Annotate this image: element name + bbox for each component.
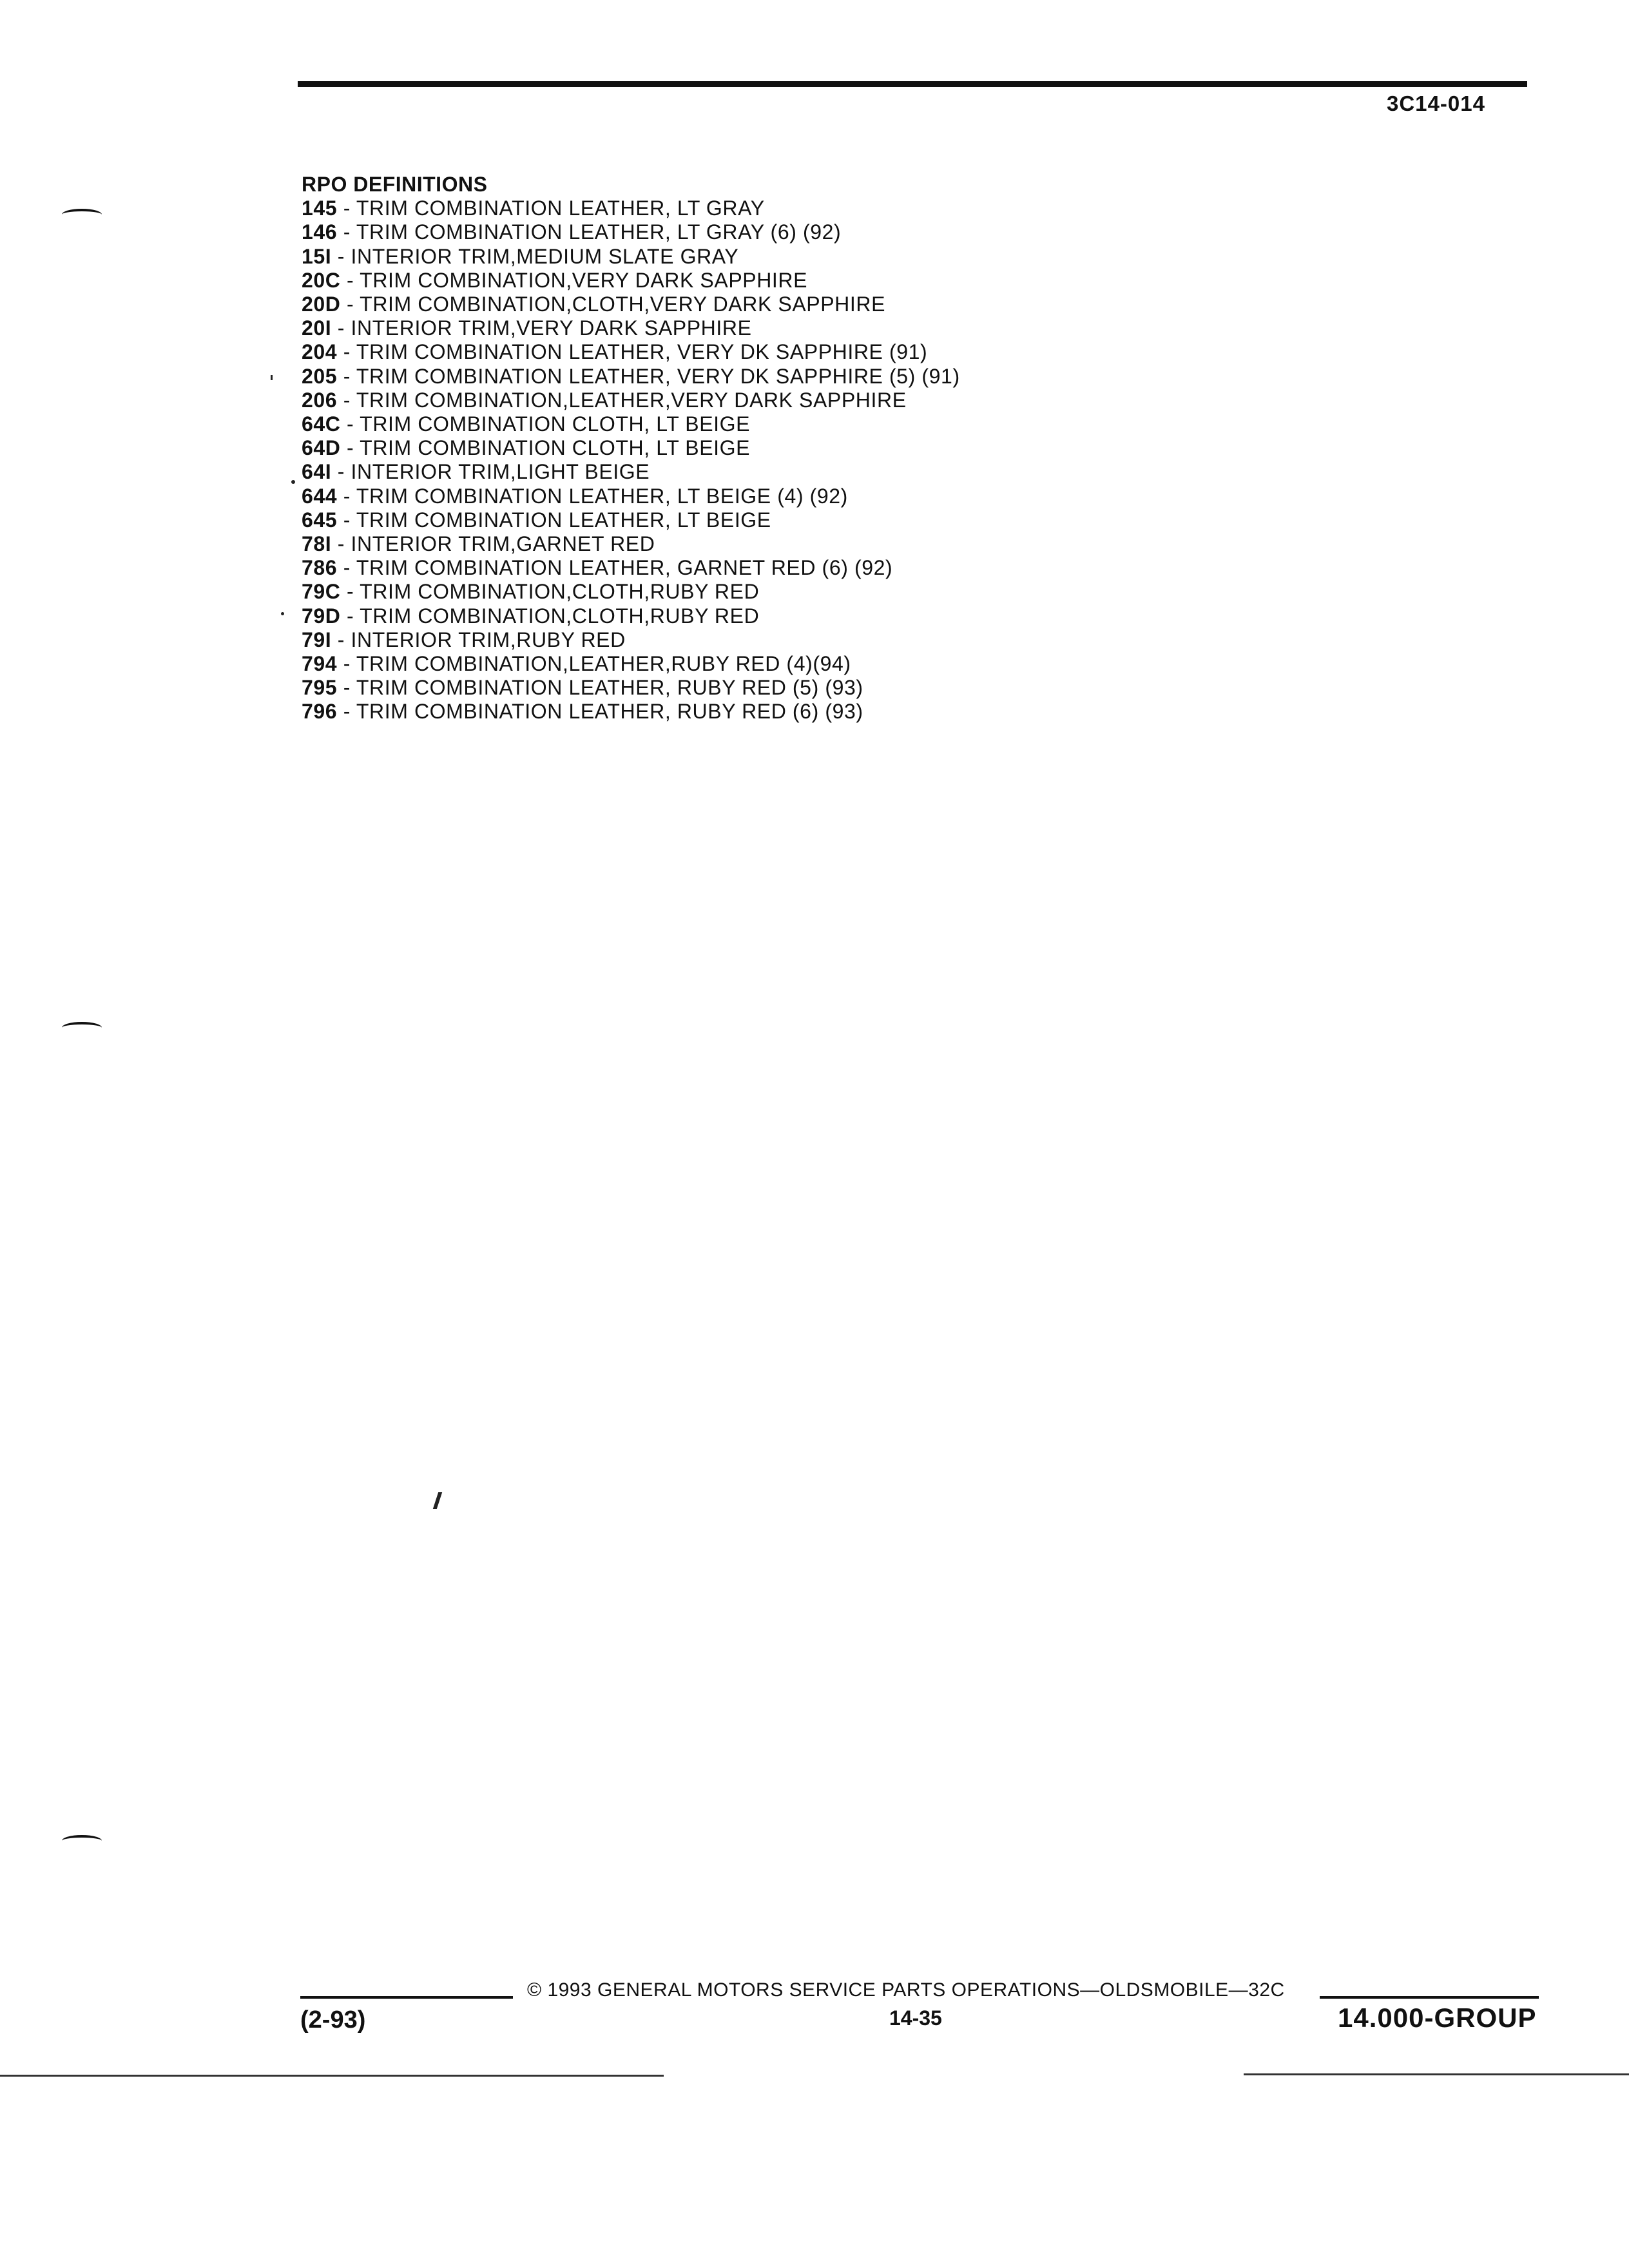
rpo-description: - TRIM COMBINATION LEATHER, GARNET RED (6) (92) <box>337 556 893 580</box>
rpo-code: 20I <box>302 316 332 340</box>
bottom-rule <box>0 2075 664 2077</box>
scan-speck <box>271 375 273 380</box>
rpo-description: - TRIM COMBINATION,LEATHER,VERY DARK SAPPHIRE <box>337 388 907 412</box>
footer-rule-left <box>300 1996 513 1999</box>
rpo-description: - TRIM COMBINATION LEATHER, VERY DK SAPPHIRE (5) (91) <box>337 364 960 388</box>
rpo-code: 64D <box>302 436 341 460</box>
definition-item <box>302 556 960 580</box>
rpo-description: - INTERIOR TRIM,GARNET RED <box>331 532 655 556</box>
punch-hole-mark <box>62 209 102 220</box>
definition-item <box>302 340 960 364</box>
rpo-description: - TRIM COMBINATION,VERY DARK SAPPHIRE <box>340 268 808 292</box>
rpo-code: 795 <box>302 676 338 700</box>
rpo-description: - TRIM COMBINATION LEATHER, VERY DK SAPPHIRE (91) <box>337 340 928 364</box>
rpo-code: 15I <box>302 244 332 268</box>
punch-hole-mark <box>62 1022 102 1033</box>
group-number: 14.000-GROUP <box>1338 2003 1537 2033</box>
rpo-description: - TRIM COMBINATION LEATHER, LT GRAY <box>337 197 765 220</box>
definition-item <box>302 628 960 652</box>
rpo-code: 206 <box>302 388 338 412</box>
rpo-code: 786 <box>302 556 338 580</box>
punch-hole-mark <box>62 1835 102 1847</box>
rpo-description: - INTERIOR TRIM,LIGHT BEIGE <box>331 460 650 484</box>
scan-speck <box>281 612 284 615</box>
rpo-code: 79I <box>302 628 332 651</box>
definitions-title: RPO DEFINITIONS <box>302 173 488 196</box>
definition-item <box>302 220 960 244</box>
rpo-code: 794 <box>302 652 338 676</box>
rpo-description: - INTERIOR TRIM,VERY DARK SAPPHIRE <box>331 316 752 340</box>
rpo-description: - TRIM COMBINATION,LEATHER,RUBY RED (4)(94) <box>337 652 851 676</box>
rpo-description: - INTERIOR TRIM,MEDIUM SLATE GRAY <box>331 244 739 268</box>
scan-speck <box>433 1492 442 1509</box>
definition-item <box>302 197 960 220</box>
definition-item <box>302 412 960 436</box>
rpo-code: 644 <box>302 484 338 508</box>
definition-item <box>302 580 960 604</box>
rpo-code: 79D <box>302 604 341 628</box>
rpo-code: 64I <box>302 460 332 484</box>
definition-item <box>302 532 960 556</box>
bottom-rule <box>1244 2073 1629 2075</box>
rpo-description: - TRIM COMBINATION,CLOTH,RUBY RED <box>340 580 760 604</box>
definition-item <box>302 508 960 532</box>
definition-item <box>302 365 960 389</box>
definition-item <box>302 245 960 269</box>
rpo-code: 20D <box>302 293 341 316</box>
definition-item <box>302 269 960 293</box>
revision-date: (2-93) <box>300 2006 366 2033</box>
copyright-notice: © 1993 GENERAL MOTORS SERVICE PARTS OPERATIONS—OLDSMOBILE—32C <box>527 1979 1285 2001</box>
definition-item <box>302 676 960 700</box>
rpo-code: 78I <box>302 532 332 556</box>
definition-item <box>302 293 960 316</box>
page-code: 3C14-014 <box>1387 91 1485 115</box>
header-rule <box>298 81 1527 87</box>
rpo-description: - TRIM COMBINATION CLOTH, LT BEIGE <box>340 412 751 436</box>
rpo-code: 79C <box>302 580 341 604</box>
definition-item <box>302 652 960 676</box>
rpo-description: - TRIM COMBINATION LEATHER, LT BEIGE (4) (92) <box>337 484 848 508</box>
rpo-description: - INTERIOR TRIM,RUBY RED <box>331 628 626 651</box>
rpo-description: - TRIM COMBINATION,CLOTH,VERY DARK SAPPHIRE <box>340 293 886 316</box>
rpo-description: - TRIM COMBINATION LEATHER, RUBY RED (6) (93) <box>337 700 863 724</box>
rpo-code: 64C <box>302 412 341 436</box>
page-number: 14-35 <box>889 2006 942 2030</box>
definition-item <box>302 485 960 508</box>
definition-item <box>302 604 960 628</box>
rpo-description: - TRIM COMBINATION LEATHER, LT BEIGE <box>337 508 771 532</box>
rpo-description: - TRIM COMBINATION LEATHER, RUBY RED (5) (93) <box>337 676 863 700</box>
definition-item <box>302 389 960 412</box>
rpo-description: - TRIM COMBINATION CLOTH, LT BEIGE <box>340 436 751 460</box>
rpo-description: - TRIM COMBINATION LEATHER, LT GRAY (6) (92) <box>337 220 842 244</box>
rpo-code: 645 <box>302 508 338 532</box>
footer-rule-right <box>1320 1996 1539 1999</box>
rpo-code: 146 <box>302 220 338 244</box>
definition-item <box>302 460 960 484</box>
rpo-code: 20C <box>302 268 341 292</box>
rpo-description: - TRIM COMBINATION,CLOTH,RUBY RED <box>340 604 760 628</box>
definition-item <box>302 700 960 724</box>
definition-item <box>302 436 960 460</box>
definition-item <box>302 316 960 340</box>
rpo-code: 204 <box>302 340 338 364</box>
scan-speck <box>291 480 295 484</box>
rpo-code: 145 <box>302 197 338 220</box>
rpo-code: 796 <box>302 700 338 724</box>
rpo-code: 205 <box>302 364 338 388</box>
rpo-definitions <box>302 173 960 724</box>
